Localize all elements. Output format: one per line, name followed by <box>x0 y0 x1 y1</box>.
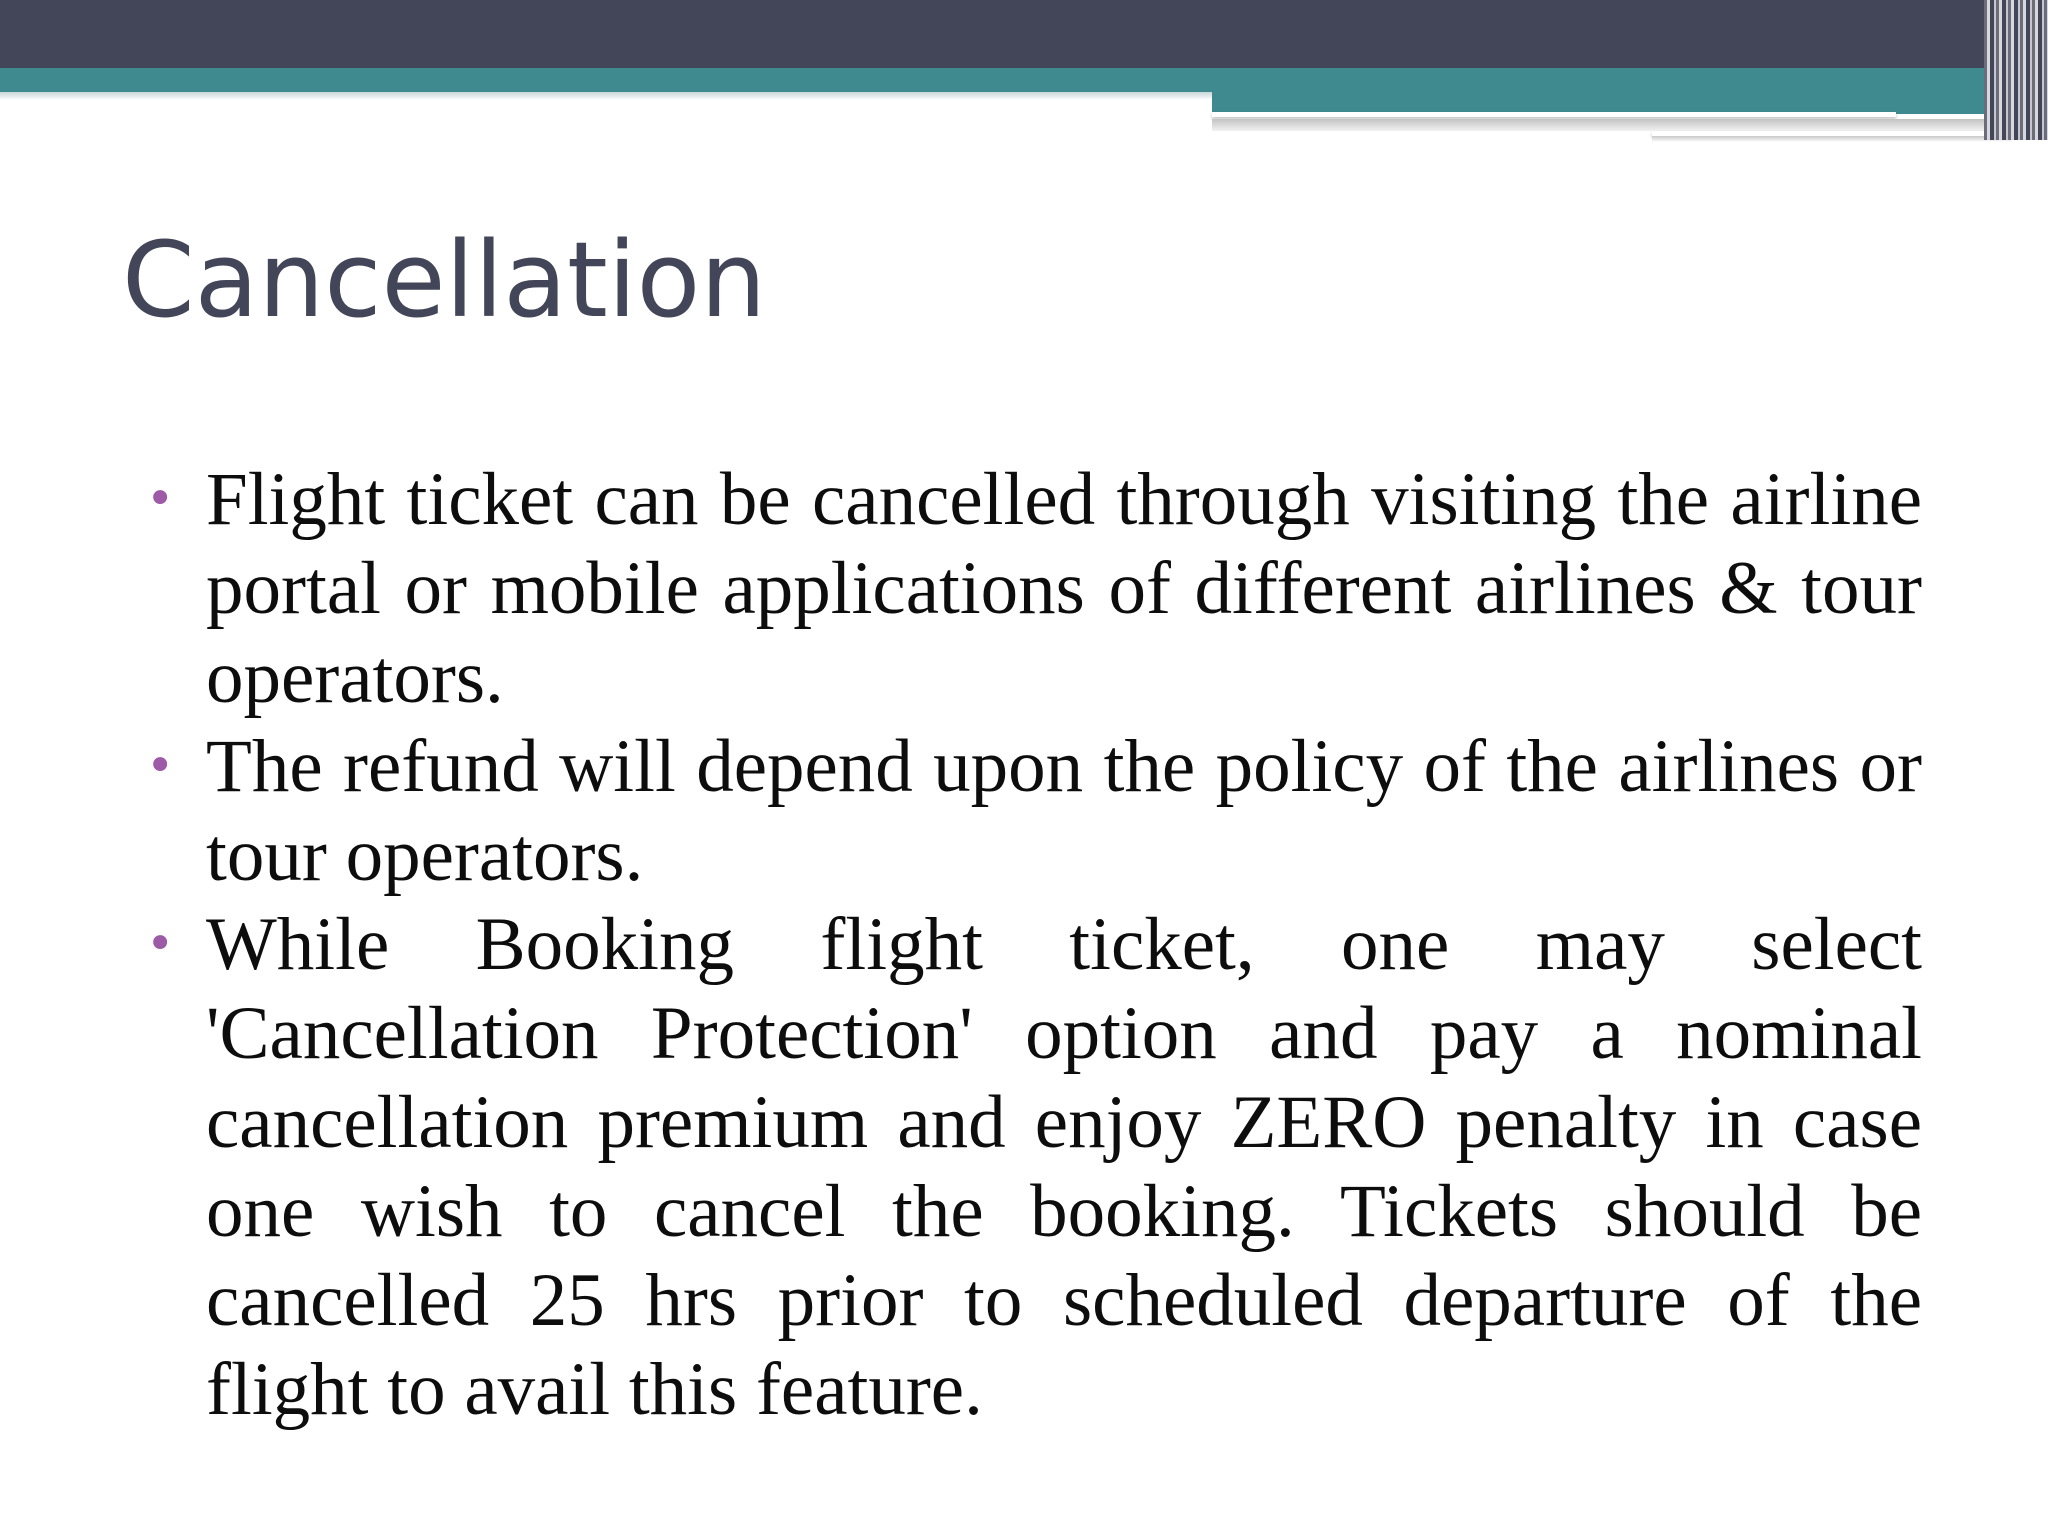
header-band-teal-step <box>1212 88 2048 114</box>
bullet-text: Flight ticket can be cancelled through visiting the airline portal or mobile applications of different airlines & tour operators. <box>206 458 1922 719</box>
header-edge-stripes <box>1984 0 2048 140</box>
bullet-marker-icon: • <box>146 738 175 794</box>
bullet-marker-icon: • <box>146 916 175 972</box>
bullet-marker-icon: • <box>146 471 175 527</box>
bullet-text: While Booking flight ticket, one may select 'Cancellation Protection' option and pay a nominal cancellation premium and enjoy ZERO penalty in case one wish to cancel the booking. Tickets should be cancelled 25 hrs prior to scheduled departure of the flight to avail this feature. <box>206 903 1922 1431</box>
header-band-dark <box>0 0 2048 70</box>
header-accent-line <box>1212 112 1896 117</box>
header-accent-shade-short <box>1652 136 2012 142</box>
bullet-item <box>140 722 1922 900</box>
bullet-text: The refund will depend upon the policy of the airlines or tour operators. <box>206 725 1922 897</box>
slide-title: Cancellation <box>122 219 767 341</box>
header-band-shadow <box>0 92 1212 100</box>
bullet-list <box>140 455 1922 1434</box>
bullet-item <box>140 455 1922 722</box>
header-accent-shade <box>1212 119 2048 131</box>
bullet-item <box>140 900 1922 1434</box>
